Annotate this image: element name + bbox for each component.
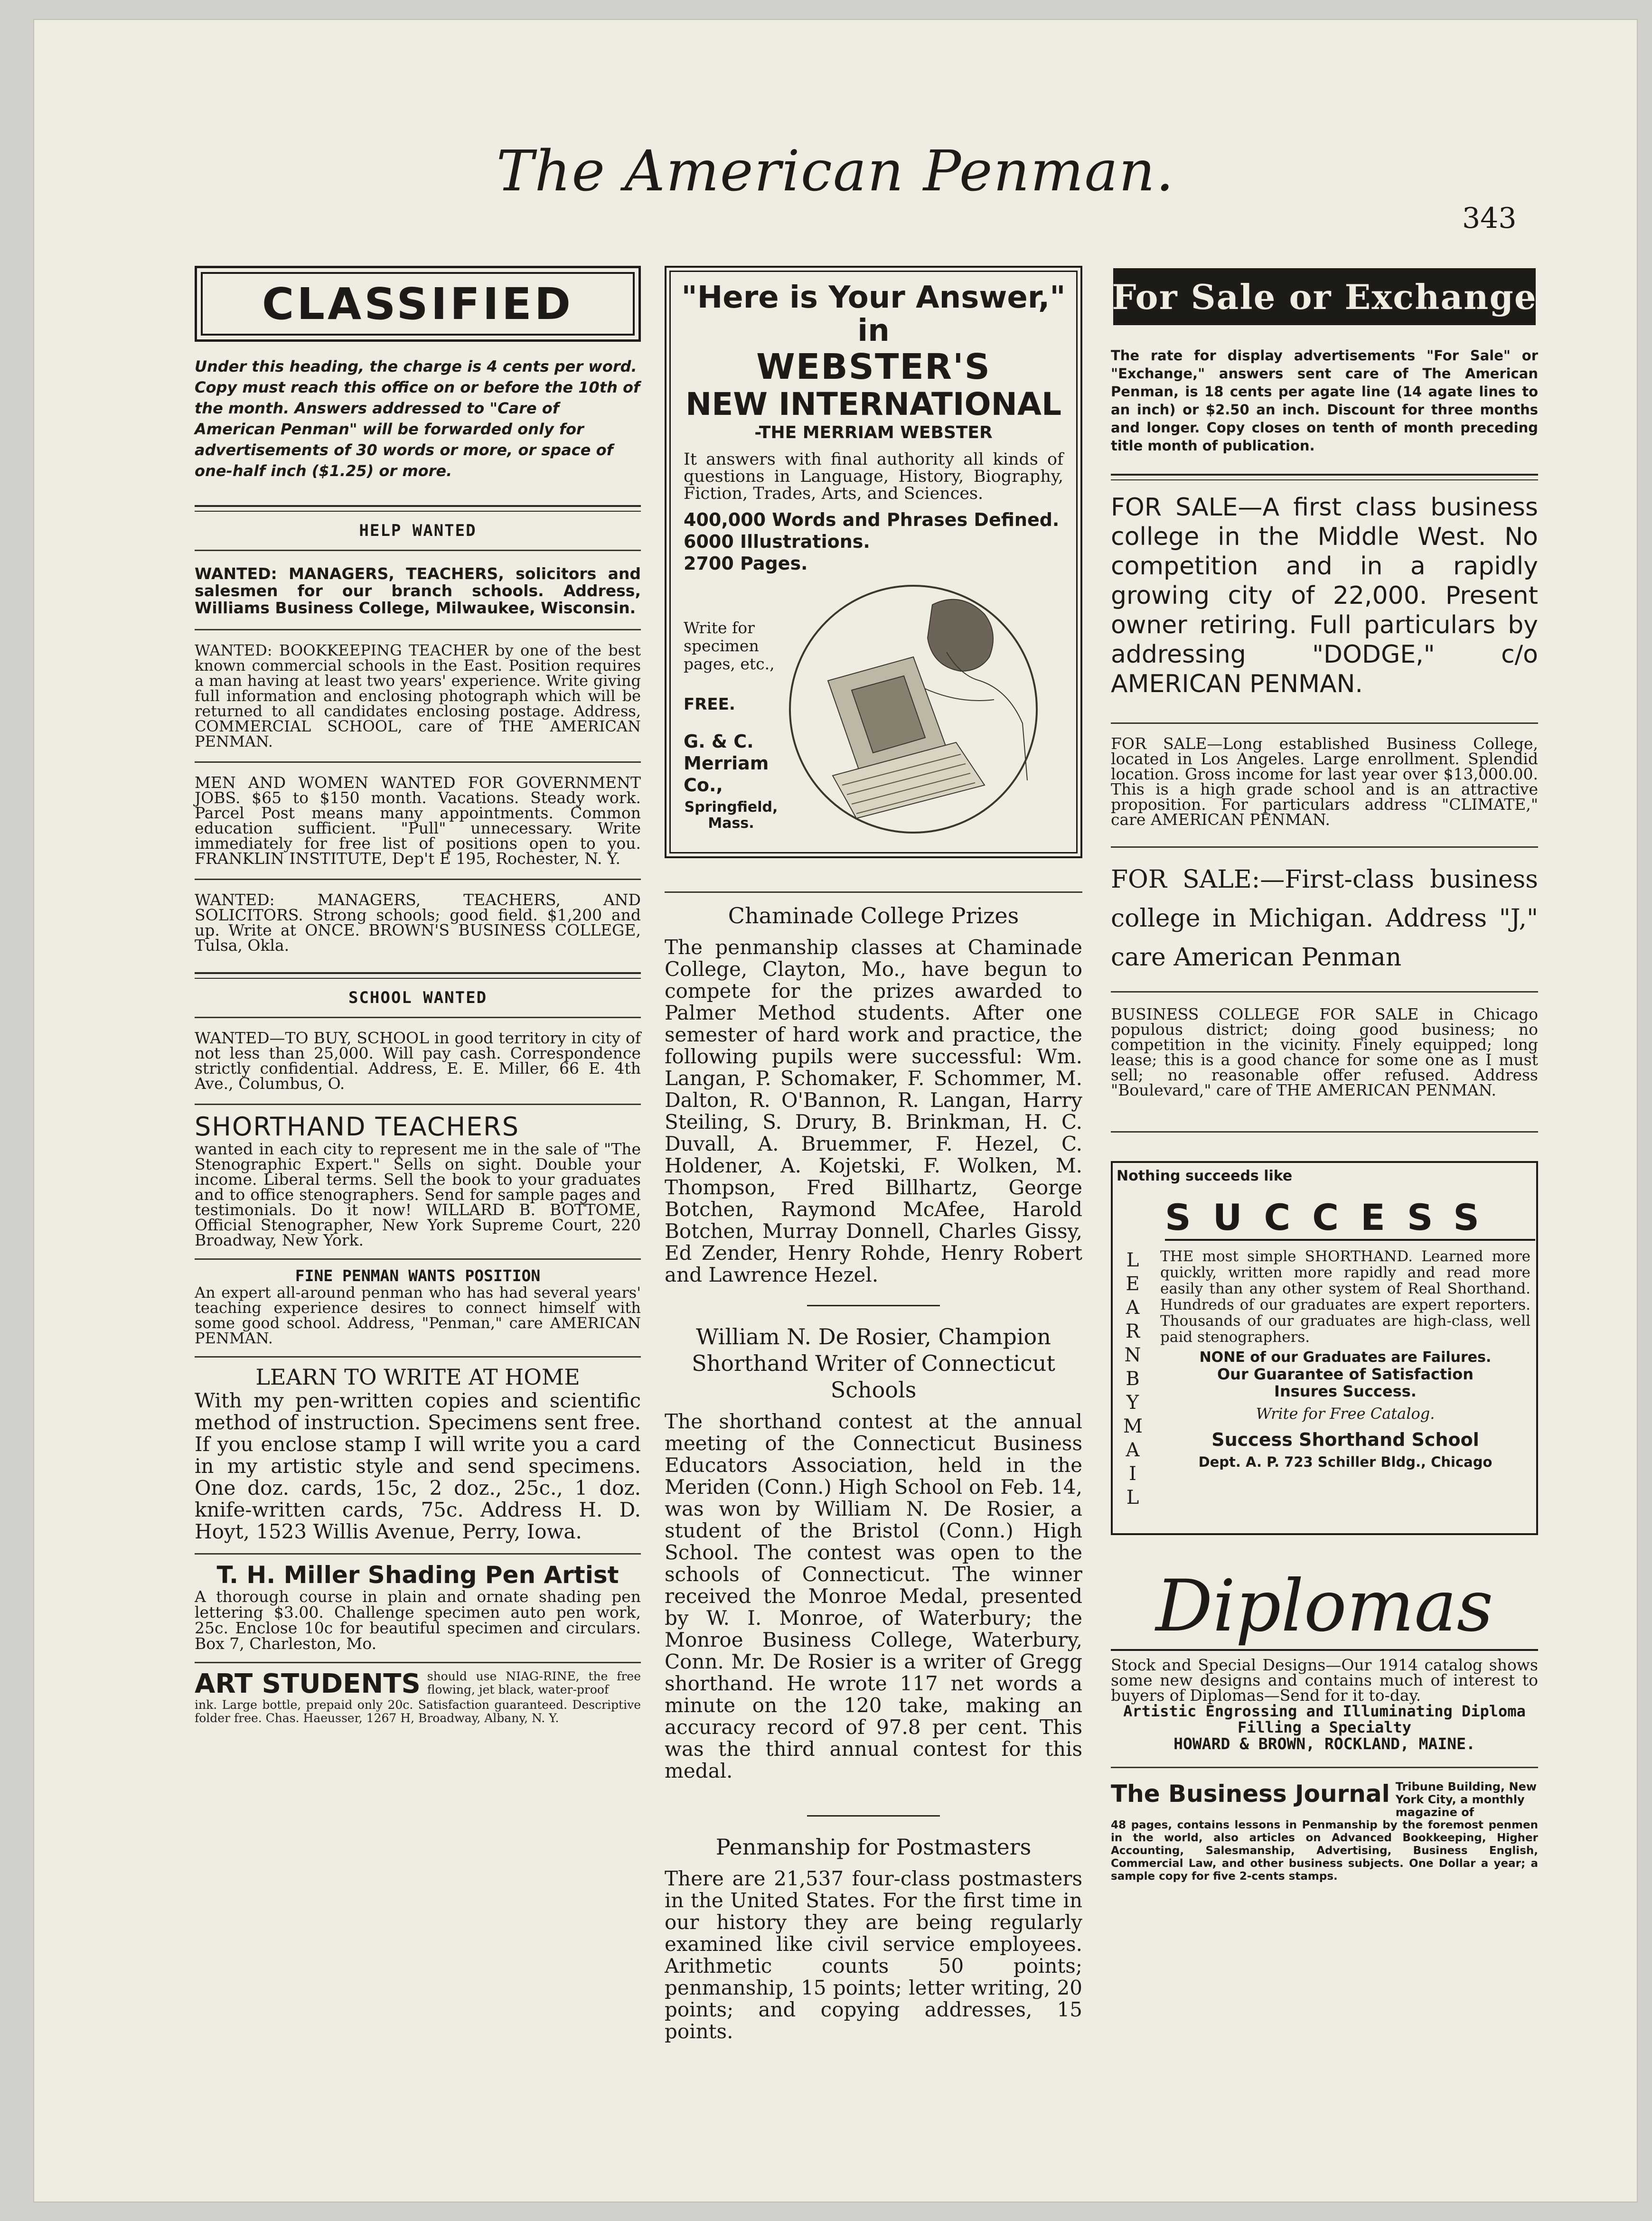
section-help-wanted: HELP WANTED [359,521,477,540]
webster-illustration [776,572,1042,837]
ad-managers-solicitors: WANTED: MANAGERS, TEACHERS, AND SOLICITORS. Strong schools; good field. $1,200 and up. Write at ONCE. BROWN'S BUSINESS COLLEGE, Tulsa, Okla. [195,890,641,955]
webster-merriam: G. & C. Merriam Co., [684,731,769,796]
for-sale-banner [1111,266,1538,328]
ad-sale-los-angeles: FOR SALE—Long established Business College, located in Los Angeles. Large enrollment. Splendid location. Gross income for last year over $13,000.00. This is a high grade school and is an attractive proposition. For particulars address "CLIMATE," care AMERICAN PENMAN. [1111,734,1538,829]
business-journal-heading: The Business Journal [1111,1780,1390,1808]
article-derosier-heading: William N. De Rosier, Champion Shorthand Writer of Connecticut Schools [692,1324,1055,1403]
success-none-failures: NONE of our Graduates are Failures. [1199,1349,1492,1366]
diplomas-engrossing: Artistic Engrossing and Illuminating Diploma Filling a Specialty [1123,1702,1526,1736]
webster-headline: "Here is Your Answer," in [681,280,1066,348]
ad-wanted-to-buy: WANTED—TO BUY, SCHOOL in good territory in city of not less than 25,000. Will pay cash. Correspondence strictly confidential. Address, E. E. Miller, 66 E. 4th Ave., Columbus, O. [195,1029,641,1093]
masthead-title: The American Penman. [496,138,1175,204]
section-school-wanted: SCHOOL WANTED [348,988,488,1007]
success-body: THE most simple SHORTHAND. Learned more quickly, written more rapidly and read more easily than any other system of Real Shorthand. Hundreds of our graduates are expert reporters. Thousands of our graduates are high-class, well paid stenographers. [1160,1248,1530,1346]
middle-column [665,266,1082,2043]
webster-title-2: NEW INTERNATIONAL [685,386,1062,422]
diplomas-body: Stock and Special Designs—Our 1914 catalog shows some new designs and contains much of interest to buyers of Diplomas—Send for it to-day. [1111,1656,1538,1705]
right-column [1111,266,1538,1883]
webster-illus: 6000 Illustrations. [684,531,870,552]
success-ad [1111,1161,1538,1535]
page-number: 343 [1462,202,1517,235]
success-word: SUCCESS [1165,1196,1535,1241]
ad-sale-michigan: FOR SALE:—First-class business college in Michigan. Address "J," care American Penman [1111,865,1538,972]
diplomas-company: HOWARD & BROWN, ROCKLAND, MAINE. [1173,1734,1475,1753]
article-chaminade-body: The penmanship classes at Chaminade College, Clayton, Mo., have begun to compete for the prizes awarded to Palmer Method students. After one semester of hard work and practice, the following pupils were successful: Wm. Langan, P. Schomaker, F. Schommer, M. Dalton, R. O'Bannon, R. Langan, Harry Steiling, S. Drury, B. Brinkman, H. C. Duvall, A. Bruemmer, F. Hezel, C. Holdener, A. Kojetski, F. Wolken, M. Thompson, Fred Billhartz, George Botchen, Raymond McAfee, Harold Botchen, Murray Donnell, Charles Gissy, Ed Zender, Henry Rohde, Henry Robert and Lawrence Hezel. [665,936,1082,1286]
ad-shorthand-heading: SHORTHAND TEACHERS [195,1112,519,1142]
webster-words: 400,000 Words and Phrases Defined. [684,509,1060,530]
page [33,19,1638,2202]
business-journal-address: Tribune Building, New York City, a monthly magazine of [1395,1780,1537,1819]
webster-pages: 2700 Pages. [684,553,808,574]
for-sale-banner-text: For Sale or Exchange [1112,276,1537,317]
ad-fine-penman-body: An expert all-around penman who has had several years' teaching experience desires to connect himself with some good school. Address, "Penman," care AMERICAN PENMAN. [195,1284,641,1347]
business-journal-body: 48 pages, contains lessons in Penmanship by the foremost penmen in the world, also articles on Advanced Bookkeeping, Higher Accounting, Salesmanship, Advertising, Business English, Commercial Law, and other business subjects. One Dollar a year; a sample copy for five 2-cents stamps. [1111,1819,1538,1883]
article-chaminade-heading: Chaminade College Prizes [728,903,1019,928]
webster-ad [665,266,1082,858]
article-postmasters-heading: Penmanship for Postmasters [715,1834,1032,1860]
ad-sale-middle-west: FOR SALE—A first class business college in the Middle West. No competition and in a rapidly growing city of 22,000. Present owner retiring. Full particulars by addressing "DODGE," c/o AMERICAN PENMAN. [1111,493,1538,698]
ad-miller-body: A thorough course in plain and ornate shading pen lettering $3.00. Challenge specimen auto pen work, 25c. Enclose 10c for beautiful specimen and circulars. Box 7, Charleston, Mo. [195,1587,641,1653]
diplomas-title: Diplomas [1111,1564,1538,1651]
success-address: Dept. A. P. 723 Schiller Bldg., Chicago [1198,1454,1492,1470]
ad-sale-chicago: BUSINESS COLLEGE FOR SALE in Chicago populous district; doing good business; no competition in the vicinity. Finely equipped; long lease; this is a good chance for some one as I must sell; no reasonable offer refused. Address "Boulevard," care of THE AMERICAN PENMAN. [1111,1005,1538,1099]
success-free-catalog: Write for Free Catalog. [1256,1405,1435,1423]
webster-free: FREE. [684,695,735,714]
success-guarantee: Our Guarantee of Satisfaction Insures Success. [1217,1365,1474,1400]
left-column [195,266,641,1725]
webster-write-for: Write for specimen pages, etc., [684,619,775,673]
article-derosier-body: The shorthand contest at the annual meeting of the Connecticut Business Educators Association, held in the Meriden (Conn.) High School on Feb. 14, was won by William N. De Rosier, a student of the Bristol (Conn.) High School. The contest was open to the schools of Connecticut. The winner received the Monroe Medal, presented by W. I. Monroe, of Waterbury; the Monroe Business College, Waterbury, Conn. Mr. De Rosier is a writer of Gregg shorthand. He wrote 117 net words a minute on the 120 take, making an accuracy record of 97.8 per cent. This was the third annual contest for this medal. [665,1410,1082,1782]
ad-fine-penman-heading: FINE PENMAN WANTS POSITION [295,1266,541,1285]
ad-learn-write-body: With my pen-written copies and scientific method of instruction. Specimens sent free. If you enclose stamp I will write you a card in my artistic style and send specimens. One doz. cards, 15c, 2 doz., 25c., 1 doz. knife-written cards, 75c. Address H. D. Hoyt, 1523 Willis Avenue, Perry, Iowa. [195,1389,641,1543]
for-sale-rates: The rate for display advertisements "For Sale" or "Exchange," answers sent care of The American Penman, is 18 cents per agate line (14 agate lines to an inch) or $2.50 an inch. Discount for three months and longer. Copy closes on tenth of month preceding title month of publication. [1111,347,1538,454]
ad-art-students-inline: should use NIAG-RINE, the free flowing, jet black, water-proof [427,1669,641,1696]
ad-gov-jobs: MEN AND WOMEN WANTED FOR GOVERNMENT JOBS. $65 to $150 month. Vacations. Steady work. Parcel Post means many appointments. Common education sufficient. "Pull" unnecessary. Write immediately for free list of positions open to you. FRANKLIN INSTITUTE, Dep't E 195, Rochester, N. Y. [195,773,641,868]
ad-miller-heading: T. H. Miller Shading Pen Artist [216,1561,619,1589]
ad-managers-teachers: WANTED: MANAGERS, TEACHERS, solicitors and salesmen for our branch schools. Address, Williams Business College, Milwaukee, Wisconsin. [195,564,641,617]
masthead [456,138,1215,204]
classified-banner [195,266,641,342]
success-tagline: Nothing succeeds like [1117,1168,1293,1184]
ad-art-students-heading: ART STUDENTS [195,1668,421,1699]
classified-terms: Under this heading, the charge is 4 cents per word. Copy must reach this office on or before the 10th of the month. Answers addressed to "Care of American Penman" will be forwarded only for advertisements of 30 words or more, or space of one-half inch ($1.25) or more. [195,357,640,480]
success-learn-by-mail: LEARNBYMAIL [1123,1249,1143,1509]
webster-city: Springfield, Mass. [684,799,778,832]
ad-shorthand-body: wanted in each city to represent me in the sale of "The Stenographic Expert." Sells on sight. Double your income. Liberal terms. Sell the book to your graduates and to office stenographers. Send for sample pages and testimonials. Do it now! WILLARD B. BOTTOME, Official Stenographer, New York Supreme Court, 220 Broadway, New York. [195,1140,641,1249]
ad-bookkeeping-teacher: WANTED: BOOKKEEPING TEACHER by one of the best known commercial schools in the East. Position requires a man having at least two years' experience. Write giving full information and enclosing photograph which will be returned to all candidates enclosing postage. Address, COMMERCIAL SCHOOL, care of THE AMERICAN PENMAN. [195,641,641,750]
ad-art-students-body: ink. Large bottle, prepaid only 20c. Satisfaction guaranteed. Descriptive folder free. Chas. Haeusser, 1267 H, Broadway, Albany, N. Y. [195,1698,641,1725]
webster-title-1: WEBSTER'S [756,347,991,387]
ad-learn-write-heading: LEARN TO WRITE AT HOME [255,1364,580,1390]
success-school-name: Success Shorthand School [1211,1429,1479,1450]
classified-banner-text: CLASSIFIED [262,278,574,329]
webster-body: It answers with final authority all kinds of questions in Language, History, Biography, Fiction, Trades, Arts, and Sciences. [684,450,1063,503]
article-postmasters-body: There are 21,537 four-class postmasters in the United States. For the first time in our history they are being regularly examined like civil service employees. Arithmetic counts 50 points; penmanship, 15 points; letter writing, 20 points; and copying addresses, 15 points. [665,1867,1082,2043]
webster-publisher: -THE MERRIAM WEBSTER [754,423,993,442]
